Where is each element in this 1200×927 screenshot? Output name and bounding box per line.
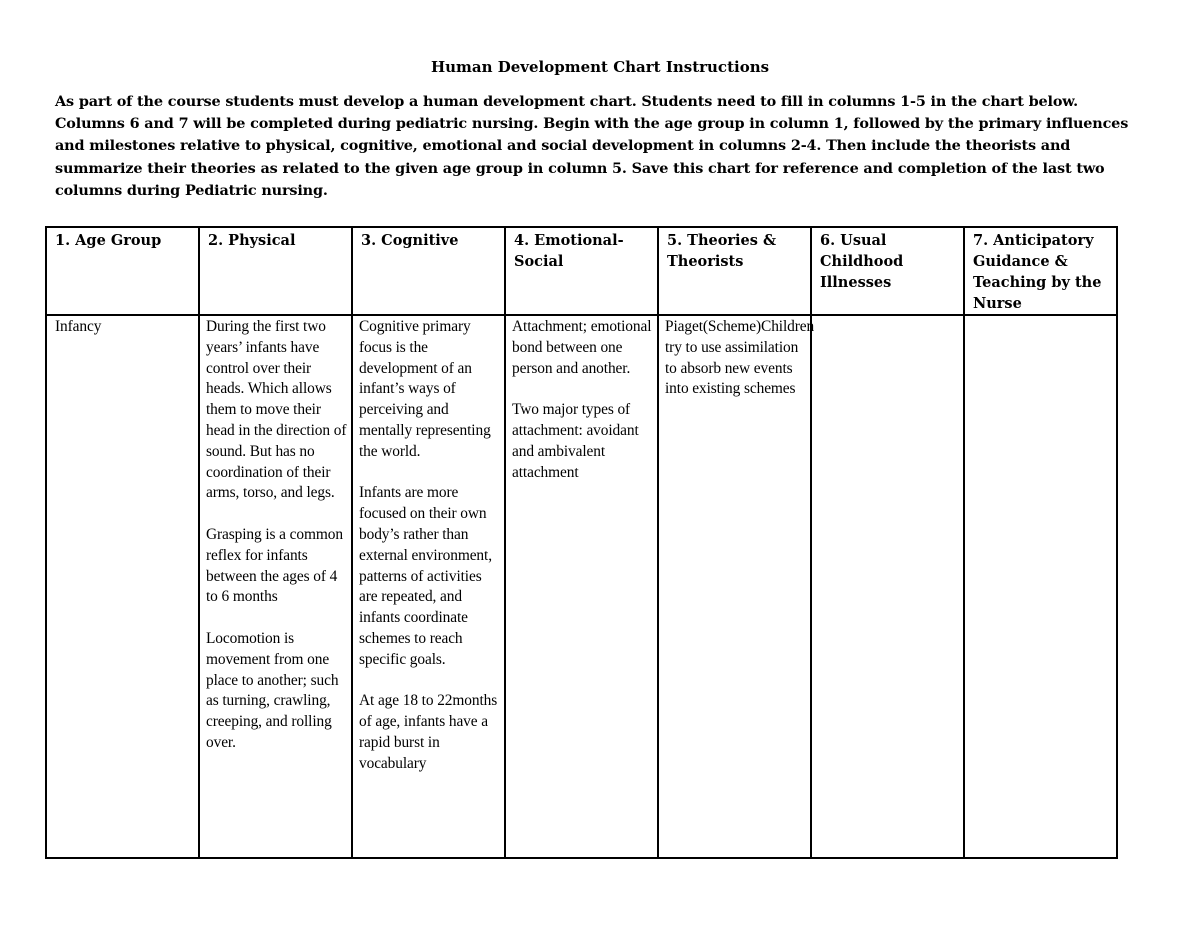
emotional-paragraph: Attachment; emotional bond between one person and another. bbox=[512, 318, 652, 377]
physical-paragraph: Locomotion is movement from one place to another; such as turning, crawling, creeping, and rolling over. bbox=[206, 629, 339, 751]
column-header-illnesses: 6. Usual Childhood Illnesses bbox=[811, 227, 964, 315]
column-header-age-group: 1. Age Group bbox=[46, 227, 199, 315]
development-chart-table bbox=[45, 226, 1118, 859]
header-row bbox=[46, 227, 1117, 315]
column-header-cognitive: 3. Cognitive bbox=[352, 227, 505, 315]
table-row bbox=[46, 315, 1117, 858]
cell-cognitive bbox=[352, 315, 505, 858]
cell-theories bbox=[658, 315, 815, 858]
cell-physical bbox=[199, 315, 352, 858]
cognitive-paragraph: Cognitive primary focus is the development of an infant’s ways of perceiving and mentally representing the world. bbox=[359, 318, 491, 460]
column-header-guidance: 7. Anticipatory Guidance & Teaching by the Nurse bbox=[964, 227, 1117, 315]
physical-paragraph: During the first two years’ infants have control over their heads. Which allows them to move their head in the direction of sound. But has no coordination of their arms, torso, and legs. bbox=[206, 318, 347, 502]
cell-usual-childhood-illnesses bbox=[811, 315, 964, 858]
physical-paragraph: Grasping is a common reflex for infants between the ages of 4 to 6 months bbox=[206, 525, 343, 606]
cognitive-paragraph: At age 18 to 22months of age, infants have a rapid burst in vocabulary bbox=[359, 692, 498, 772]
document-title: Human Development Chart Instructions bbox=[430, 58, 770, 76]
emotional-paragraph: Two major types of attachment: avoidant and ambivalent attachment bbox=[512, 401, 639, 481]
theories-paragraph: Piaget(Scheme)Children try to use assimilation to absorb new events into existing schemes bbox=[665, 318, 815, 398]
column-header-theories: 5. Theories & Theorists bbox=[658, 227, 811, 315]
column-header-physical: 2. Physical bbox=[199, 227, 352, 315]
instructions-paragraph: As part of the course students must develop a human development chart. Students need to fill in columns 1-5 in the chart below. Columns 6 and 7 will be completed during pediatric nursing. Begin with the age group in column 1, followed by the primary influences and milestones relative to physical, cognitive, emotional and social development in columns 2-4. Then include the theorists and summarize their theories as related to the given age group in column 5. Save this chart for reference and completion of the last two columns during Pediatric nursing. bbox=[55, 93, 1129, 199]
cell-anticipatory-guidance bbox=[964, 315, 1117, 858]
cognitive-paragraph: Infants are more focused on their own body’s rather than external environment, patterns of activities are repeated, and infants coordinate schemes to reach specific goals. bbox=[359, 484, 492, 668]
column-header-emotional-social: 4. Emotional-Social bbox=[505, 227, 658, 315]
cell-age-group: Infancy bbox=[46, 315, 199, 858]
cell-emotional-social bbox=[505, 315, 658, 858]
